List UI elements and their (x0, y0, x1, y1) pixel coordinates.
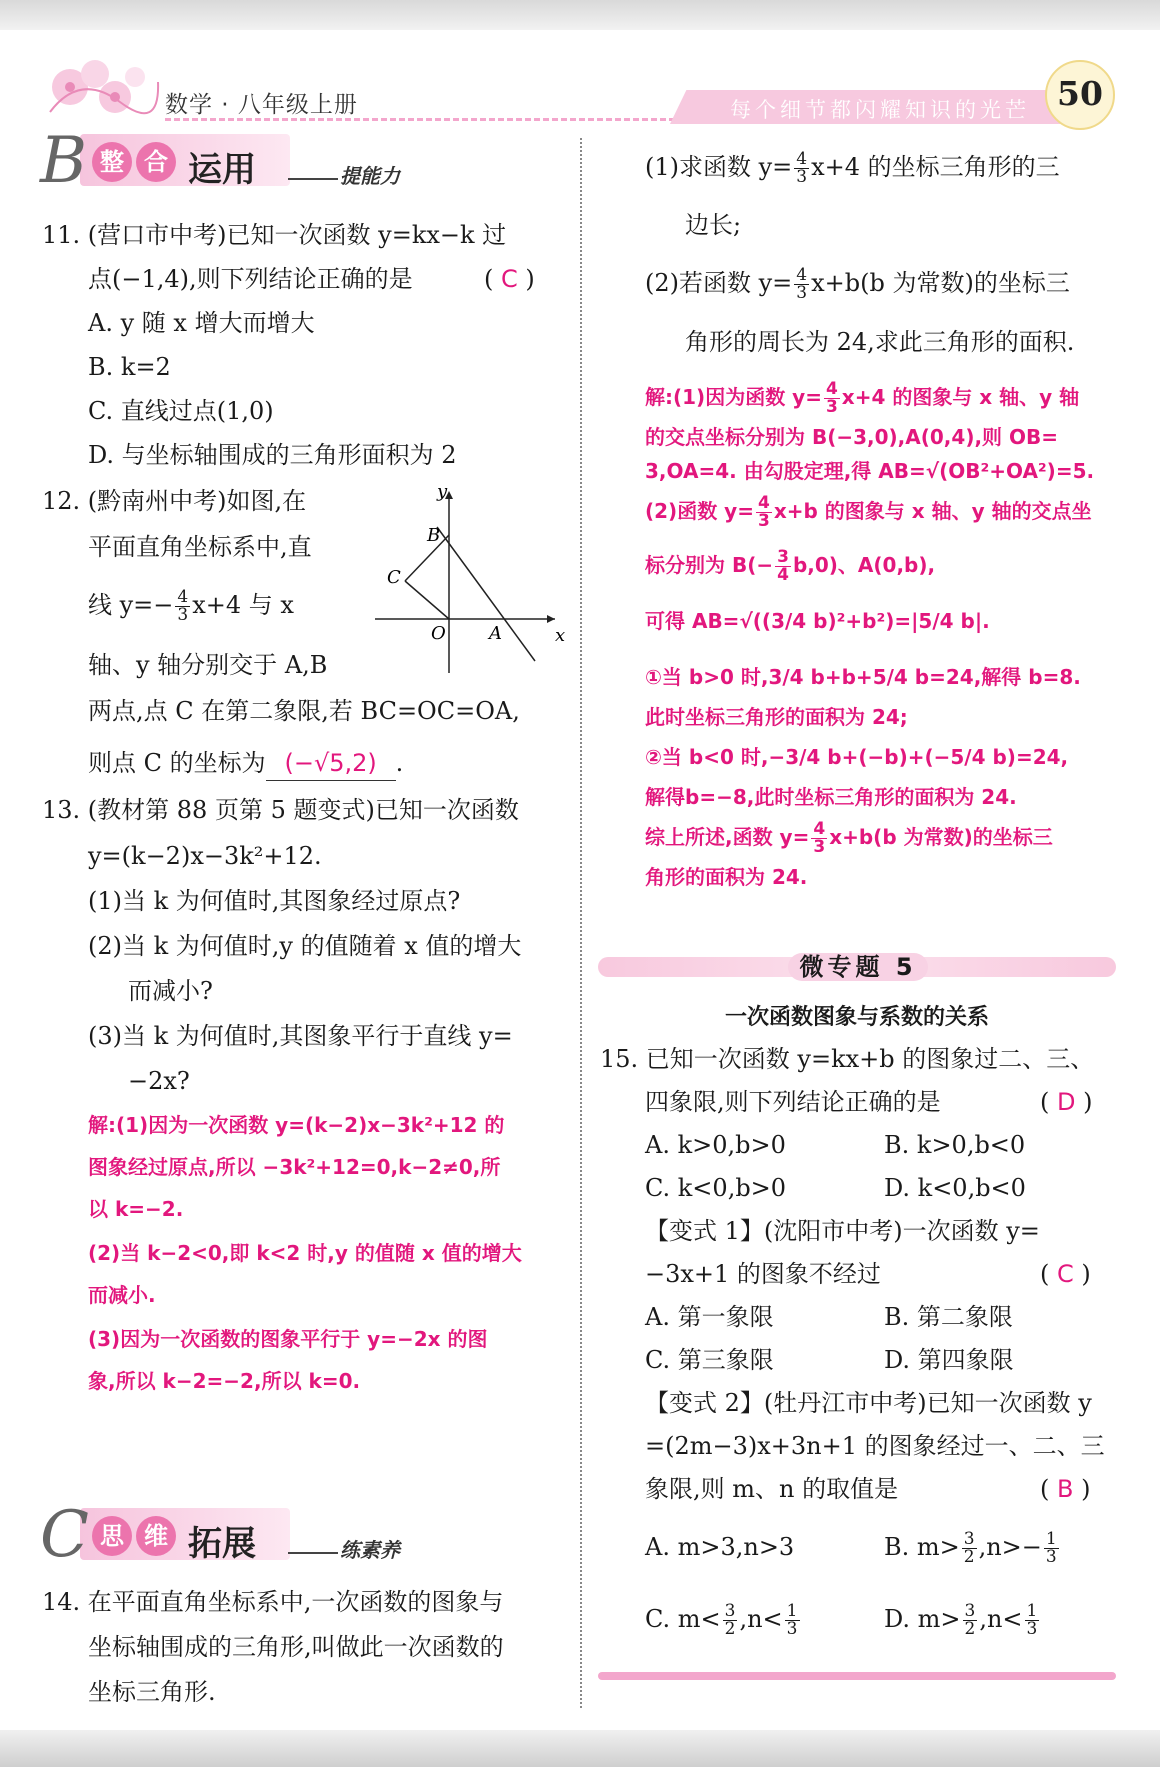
q14-solution-9: ②当 b<0 时,−3/4 b+(−b)+(−5/4 b)=24, (645, 745, 1069, 769)
v2-option-b (884, 1530, 1061, 1566)
segment-oc (405, 581, 449, 619)
v2-optd-frac1 (963, 1603, 978, 1638)
q14-s1-post: x+4 的图象与 x 轴、y 轴 (841, 385, 1080, 409)
q14-s5-post: b,0)、A(0,b), (792, 553, 936, 577)
v2-optd-frac1-den: 2 (964, 1619, 976, 1639)
q11-stem: 点(−1,4),则下列结论正确的是 (88, 265, 413, 293)
q12-answer: (−√5,2) (266, 746, 396, 781)
q14-p1-post: x+4 的坐标三角形的三 (811, 153, 1060, 181)
micro-topic-label: 微专题 5 (788, 953, 928, 981)
q13-solution-5: 而减小. (88, 1283, 156, 1307)
q12-line3-pre: 线 y=− (88, 591, 174, 619)
graph-label-c: C (387, 567, 401, 588)
bottom-frame (0, 1730, 1160, 1767)
micro-topic-bar (598, 953, 1116, 979)
v2-optc-frac2-num: 1 (786, 1601, 798, 1621)
v2-option-a: A. m>3,n>3 (645, 1533, 795, 1561)
q14-part2 (645, 266, 1070, 302)
q14-p1-fraction (794, 151, 809, 186)
q11-option-a: A. y 随 x 增大而增大 (88, 309, 315, 337)
q14-solution-5 (645, 548, 935, 584)
q12-coordinate-graph (375, 485, 565, 675)
q15-option-d: D. k<0,b<0 (884, 1174, 1026, 1202)
x-axis-arrow-icon (547, 615, 555, 623)
section-b-rule (288, 178, 338, 180)
q11-answer: C (501, 265, 518, 293)
q14-p2-frac-den: 3 (796, 283, 808, 303)
graph-label-o: O (431, 623, 446, 644)
v2-optc-frac2-den: 3 (786, 1619, 798, 1639)
q14-p1-frac-den: 3 (796, 167, 808, 187)
q14-s4-fraction (756, 495, 772, 530)
q14-s5-fraction (775, 549, 791, 584)
slogan-text: 每个细节都闪耀知识的光芒 (730, 98, 1030, 122)
q14-s4-post: x+b 的图象与 x 轴、y 轴的交点坐 (773, 499, 1092, 523)
v1-option-d: D. 第四象限 (884, 1346, 1014, 1374)
q13-part1: (1)当 k 为何值时,其图象经过原点? (88, 887, 461, 915)
v2-optb-frac2 (1044, 1531, 1059, 1566)
q14-solution-3: 3,OA=4. 由勾股定理,得 AB=√(OB²+OA²)=5. (645, 459, 1095, 483)
v2-optc-pre: C. m< (645, 1605, 721, 1633)
q13-solution-6: (3)因为一次函数的图象平行于 y=−2x 的图 (88, 1327, 488, 1351)
q14-s11-fraction (811, 821, 827, 856)
q14-s1-frac-den: 3 (825, 397, 838, 417)
micro-topic-title: 一次函数图象与系数的关系 (724, 1005, 989, 1030)
q13-part2b: 而减小? (128, 977, 213, 1005)
q14-s4-frac-num: 4 (757, 493, 770, 513)
q11-option-c: C. 直线过点(1,0) (88, 397, 274, 425)
q15-option-a: A. k>0,b>0 (645, 1131, 786, 1159)
q14-solution-2: 的交点坐标分别为 B(−3,0),A(0,4),则 OB= (645, 425, 1059, 449)
book-title: 数学 · 八年级上册 (165, 92, 358, 118)
v1-answer: C (1057, 1260, 1074, 1288)
q12-line1: 12. (黔南州中考)如图,在 (42, 487, 307, 515)
v2-optb-mid: ,n>− (978, 1533, 1042, 1561)
graph-label-y: y (437, 485, 448, 502)
v2-optc-frac1-num: 3 (724, 1601, 736, 1621)
q14-s1-pre: 解:(1)因为函数 y= (645, 385, 822, 409)
q14-solution-8: 此时坐标三角形的面积为 24; (645, 705, 908, 729)
section-c-char-2: 维 (136, 1516, 176, 1556)
q11-option-b: B. k=2 (88, 353, 171, 381)
v2-optd-frac1-num: 3 (964, 1601, 976, 1621)
q14-p2-frac-num: 4 (796, 265, 808, 285)
graph-label-x: x (555, 625, 565, 646)
q14-line2: 坐标轴围成的三角形,叫做此一次函数的 (88, 1633, 504, 1661)
q11-line2 (88, 262, 413, 296)
section-c-subtitle: 练素养 (340, 1538, 400, 1562)
q12-line6-pre: 则点 C 的坐标为 (88, 749, 266, 777)
v2-optb-frac2-den: 3 (1045, 1547, 1057, 1567)
q14-s11-pre: 综上所述,函数 y= (645, 825, 810, 849)
section-b-heading (40, 124, 460, 198)
q12-line2: 平面直角坐标系中,直 (88, 533, 312, 561)
q13-line2: y=(k−2)x−3k²+12. (88, 842, 322, 870)
v2-optd-pre: D. m> (884, 1605, 961, 1633)
v2-line1: 【变式 2】(牡丹江市中考)已知一次函数 y (645, 1389, 1092, 1417)
q14-p2-pre: (2)若函数 y= (645, 269, 793, 297)
q13-part2a: (2)当 k 为何值时,y 的值随着 x 值的增大 (88, 932, 522, 960)
q14-s11-post: x+b(b 为常数)的坐标三 (829, 825, 1053, 849)
q15-line1: 15. 已知一次函数 y=kx+b 的图象过二、三、 (600, 1045, 1095, 1073)
q14-solution-10: 解得b=−8,此时坐标三角形的面积为 24. (645, 785, 1017, 809)
q14-s5-pre: 标分别为 B(− (645, 553, 774, 577)
graph-label-b: B (427, 525, 441, 546)
v2-optb-pre: B. m> (884, 1533, 960, 1561)
q14-s5-frac-den: 4 (777, 565, 789, 585)
q14-s4-frac-den: 3 (757, 511, 770, 531)
v1-line1: 【变式 1】(沈阳市中考)一次函数 y= (645, 1217, 1040, 1245)
q13-solution-2: 图象经过原点,所以 −3k²+12=0,k−2≠0,所 (88, 1155, 501, 1179)
q14-line1: 14. 在平面直角坐标系中,一次函数的图象与 (42, 1588, 504, 1616)
q13-part3b: −2x? (128, 1067, 190, 1095)
v2-answer: B (1057, 1475, 1074, 1503)
q13-line1: 13. (教材第 88 页第 5 题变式)已知一次函数 (42, 796, 519, 824)
section-b-char-1: 整 (92, 142, 132, 182)
q12-fraction (175, 589, 190, 624)
q14-s4-pre: (2)函数 y= (645, 499, 754, 523)
section-c-char-1: 思 (92, 1516, 132, 1556)
column-divider (580, 138, 582, 1708)
section-b-char-2: 合 (136, 142, 176, 182)
v2-optd-frac2-num: 1 (1026, 1601, 1038, 1621)
v2-optc-frac1-den: 2 (724, 1619, 736, 1639)
v2-optc-frac2 (785, 1603, 800, 1638)
q12-frac-den: 3 (177, 605, 189, 625)
v1-answer-box: ( C ) (1040, 1260, 1091, 1288)
q13-solution-4: (2)当 k−2<0,即 k<2 时,y 的值随 x 值的增大 (88, 1241, 522, 1265)
v2-optb-frac2-num: 1 (1045, 1529, 1057, 1549)
q14-solution-11 (645, 820, 1053, 856)
page-header (40, 52, 1118, 122)
q11-option-d: D. 与坐标轴围成的三角形面积为 2 (88, 441, 457, 469)
section-c-letter: C (40, 1498, 89, 1572)
q14-p1-frac-num: 4 (796, 149, 808, 169)
v1-option-b: B. 第二象限 (884, 1303, 1013, 1331)
line-ab (437, 527, 535, 661)
graph-label-a: A (489, 623, 502, 644)
q12-line6 (88, 746, 403, 781)
v2-optc-frac1 (723, 1603, 738, 1638)
q14-p1-pre: (1)求函数 y= (645, 153, 793, 181)
q13-solution-3: 以 k=−2. (88, 1197, 184, 1221)
top-frame (0, 0, 1160, 30)
q12-line5: 两点,点 C 在第二象限,若 BC=OC=OA, (88, 697, 520, 725)
q15-option-c: C. k<0,b>0 (645, 1174, 787, 1202)
section-b-subtitle: 提能力 (340, 164, 400, 188)
q15-answer-box: ( D ) (1040, 1088, 1093, 1116)
q14-s1-fraction (824, 381, 840, 416)
v2-line2: =(2m−3)x+3n+1 的图象经过一、二、三 (645, 1432, 1105, 1460)
q12-frac-num: 4 (177, 587, 189, 607)
q14-line3: 坐标三角形. (88, 1678, 216, 1706)
q14-s1-frac-num: 4 (825, 379, 838, 399)
section-b-title: 运用 (188, 150, 256, 190)
page-number: 50 (1057, 74, 1103, 113)
q12-line3-post: x+4 与 x (192, 591, 294, 619)
v1-line2: −3x+1 的图象不经过 (645, 1260, 881, 1288)
v2-optb-frac1-den: 2 (963, 1547, 975, 1567)
v2-optb-frac1-num: 3 (963, 1529, 975, 1549)
v2-option-c (645, 1602, 802, 1638)
v2-optd-frac2 (1025, 1603, 1040, 1638)
flower-decoration-icon (40, 52, 160, 122)
section-b-letter: B (40, 124, 88, 198)
v2-answer-box: ( B ) (1040, 1475, 1091, 1503)
q15-line2: 四象限,则下列结论正确的是 (645, 1088, 941, 1116)
v2-line3: 象限,则 m、n 的取值是 (645, 1475, 899, 1503)
q13-solution-7: 象,所以 k−2=−2,所以 k=0. (88, 1369, 361, 1393)
section-c-title: 拓展 (188, 1524, 256, 1564)
q14-solution-1 (645, 380, 1079, 416)
q13-solution-1: 解:(1)因为一次函数 y=(k−2)x−3k²+12 的 (88, 1113, 505, 1137)
q14-solution-7: ①当 b>0 时,3/4 b+b+5/4 b=24,解得 b=8. (645, 665, 1081, 689)
v2-optb-frac1 (962, 1531, 977, 1566)
q14-p2-post: x+b(b 为常数)的坐标三 (811, 269, 1070, 297)
section-c-rule (288, 1552, 338, 1554)
q12-line4: 轴、y 轴分别交于 A,B (88, 651, 328, 679)
q11-answer-box: ( C ) (484, 265, 535, 293)
q14-s11-frac-num: 4 (813, 819, 826, 839)
q14-solution-12: 角形的面积为 24. (645, 865, 808, 889)
q12-line3 (88, 588, 294, 624)
q15-answer: D (1057, 1088, 1076, 1116)
q14-part1b: 边长; (685, 211, 742, 239)
q12-line6-post: . (395, 749, 404, 777)
v1-option-c: C. 第三象限 (645, 1346, 774, 1374)
v2-optd-frac2-den: 3 (1026, 1619, 1038, 1639)
q14-solution-6: 可得 AB=√((3/4 b)²+b²)=|5/4 b|. (645, 609, 990, 633)
section-c-heading (40, 1498, 460, 1572)
header-dashed-rule (165, 118, 675, 121)
v1-option-a: A. 第一象限 (645, 1303, 774, 1331)
q11-line1: 11. (营口市中考)已知一次函数 y=kx−k 过 (42, 221, 507, 249)
q14-p2-fraction (794, 267, 809, 302)
v2-optc-mid: ,n< (739, 1605, 783, 1633)
q14-solution-4 (645, 494, 1092, 530)
q14-part2b: 角形的周长为 24,求此三角形的面积. (685, 328, 1075, 356)
q13-part3a: (3)当 k 为何值时,其图象平行于直线 y= (88, 1022, 513, 1050)
v2-option-d (884, 1602, 1041, 1638)
q14-s11-frac-den: 3 (813, 837, 826, 857)
v2-optd-mid: ,n< (979, 1605, 1023, 1633)
q14-s5-frac-num: 3 (777, 547, 789, 567)
q15-option-b: B. k>0,b<0 (884, 1131, 1026, 1159)
q14-part1 (645, 150, 1060, 186)
micro-topic-end-rule (598, 1672, 1116, 1680)
